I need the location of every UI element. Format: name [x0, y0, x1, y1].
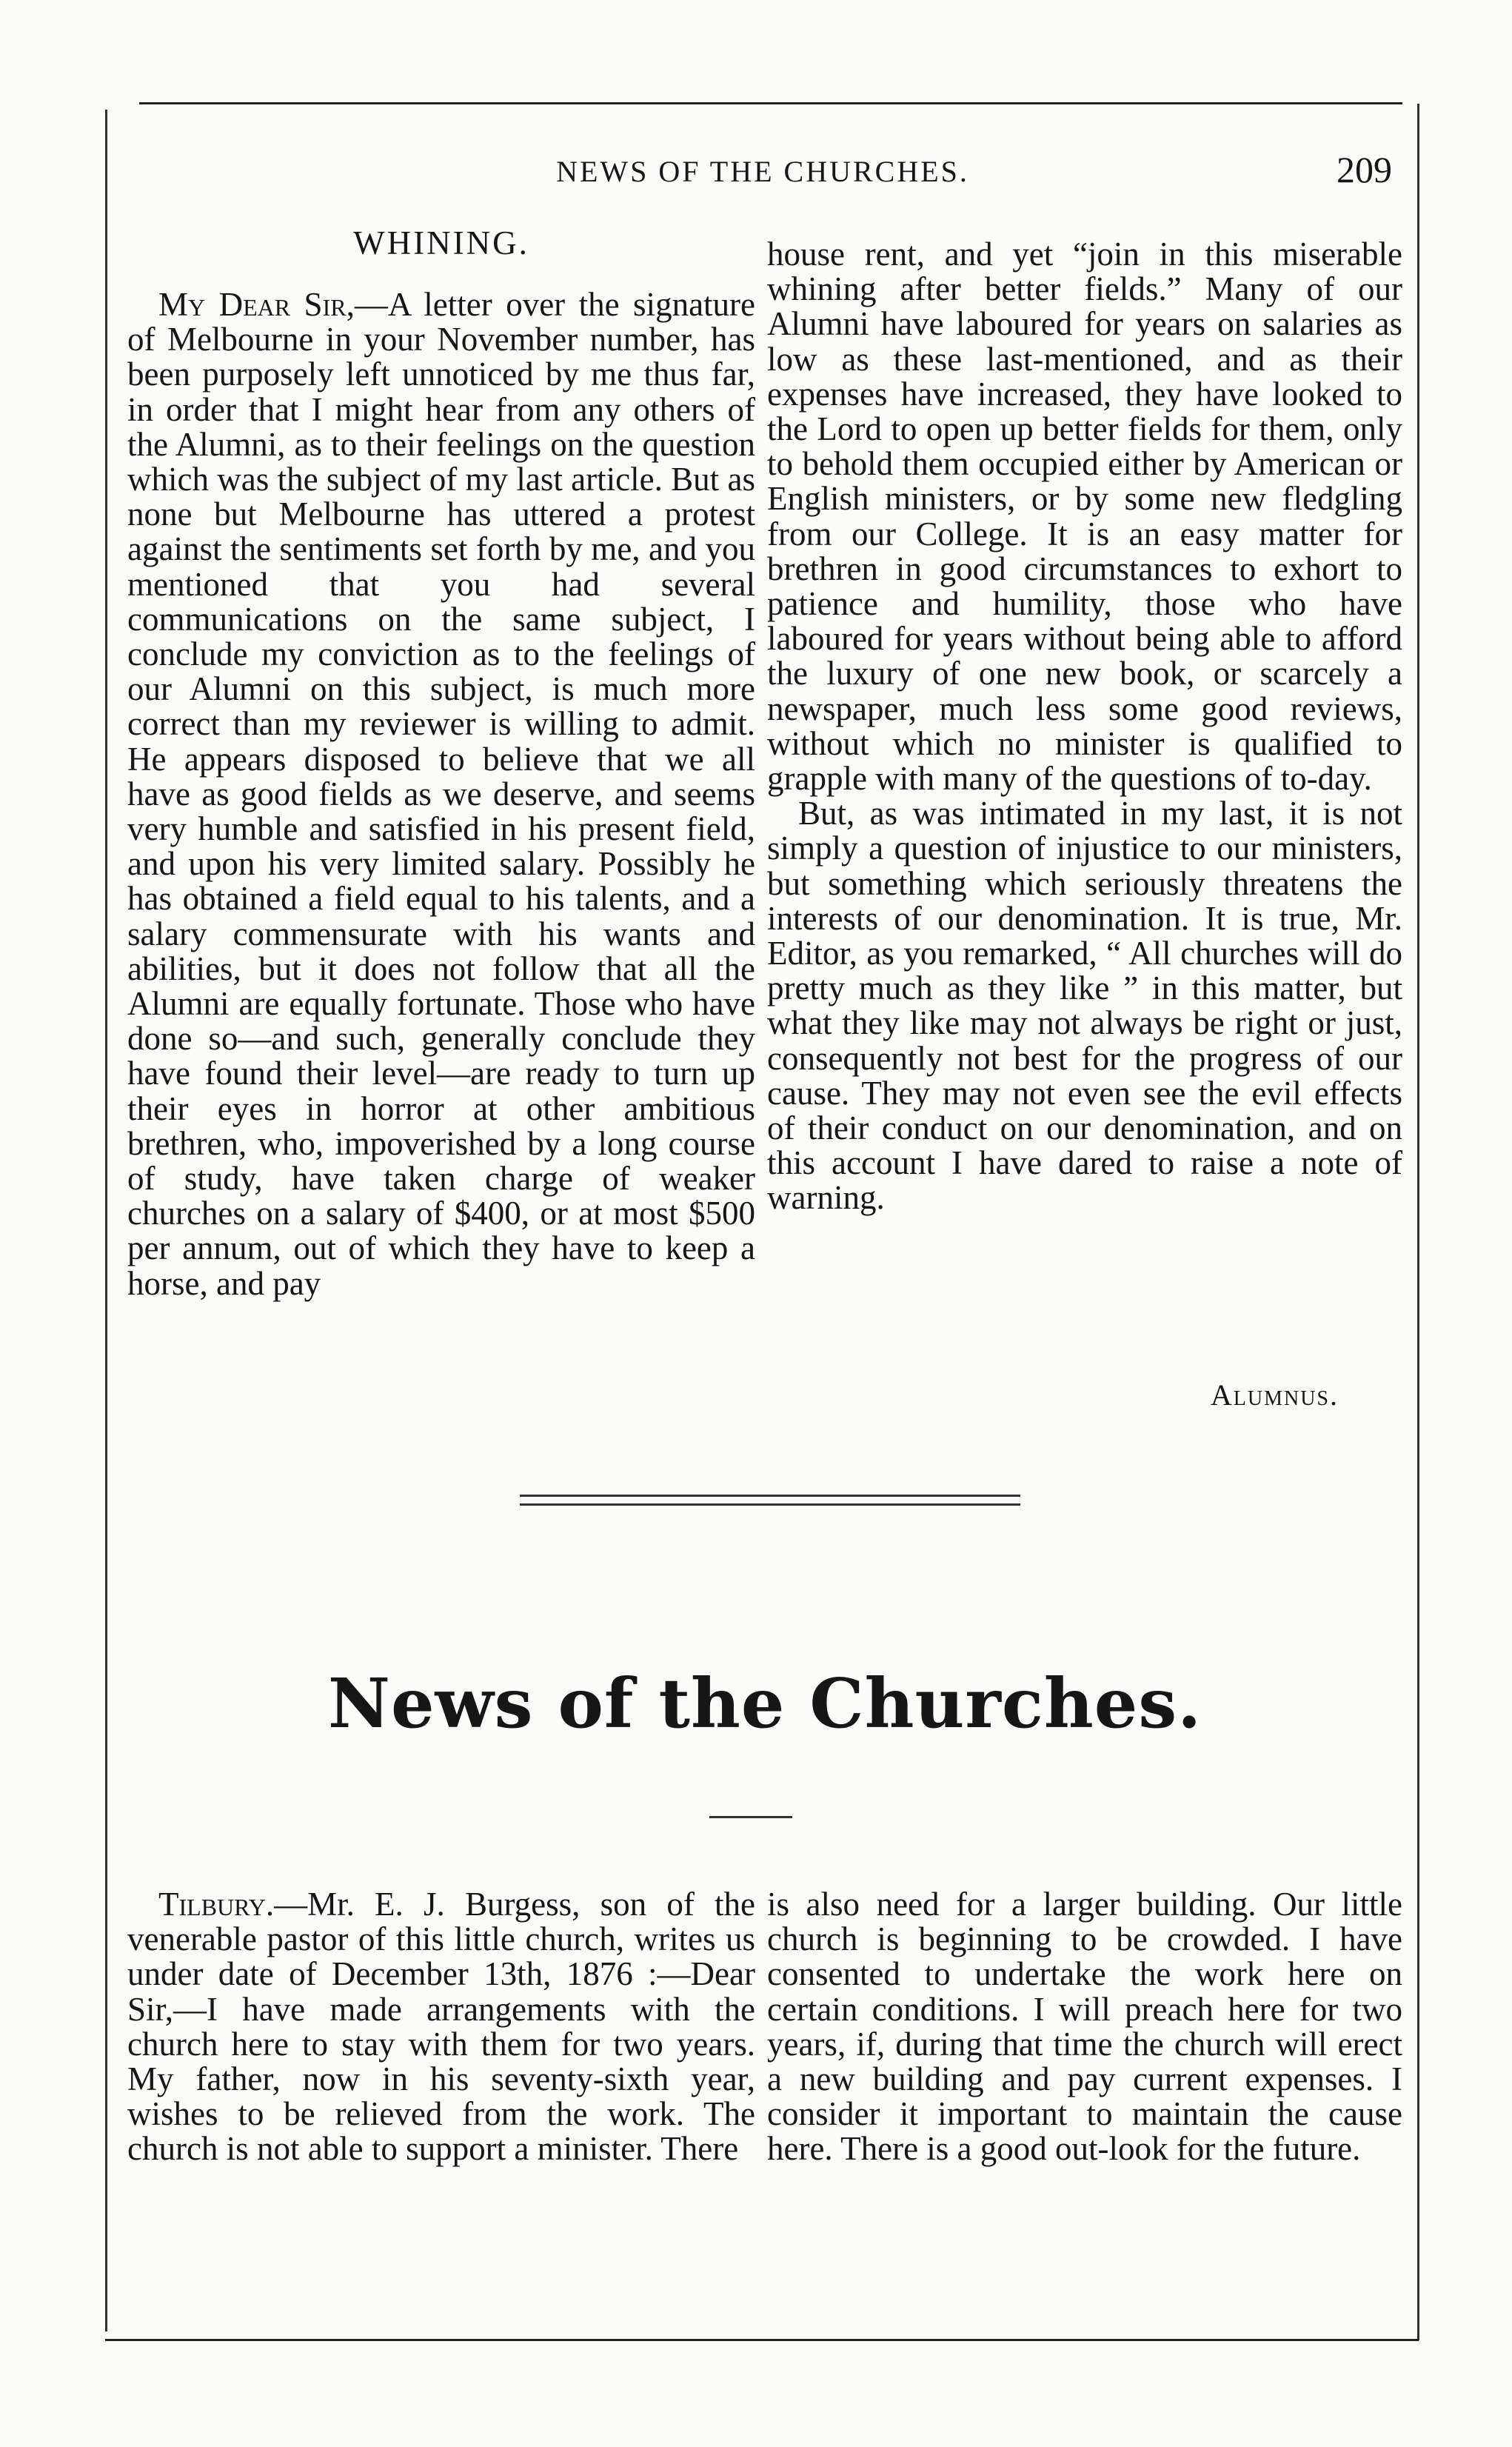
news-item-tilbury	[127, 1887, 755, 2167]
page-frame-left-rule	[105, 110, 107, 2331]
news-item-text: —Mr. E. J. Burgess, son of the venerable pastor of this little church, writes us under date of December 13th, 1876 :—Dear Sir,—I have made arrangements with the church here to stay with them for two years. My father, now in his seventy-sixth year, wishes to be relieved from the work. The church is not able to support a minister. There	[127, 1886, 755, 2168]
news-item-place: Tilbury.	[158, 1886, 275, 1923]
article-title: WHINING.	[353, 224, 529, 261]
section-heading: News of the Churches.	[327, 1663, 1202, 1743]
running-head	[118, 148, 1407, 193]
page-frame-top-rule	[139, 102, 1402, 104]
article-paragraph-continued: house rent, and yet “join in this miserable whining after better fields.” Many of our Alumni have laboured for years on salaries as low as these last-mentioned, and as their expenses have increased, they have looked to the Lord to open up better fields for them, only to behold them occupied either by American or English ministers, or by some new fledgling from our College. It is an easy matter for brethren in good circumstances to exhort to patience and humility, those who have laboured for years without being able to afford the luxury of one new book, or scarcely a newspaper, much less some good reviews, without which no minister is qualified to grapple with many of the questions of to-day.	[767, 236, 1402, 798]
article-right-column	[767, 237, 1402, 1216]
page-frame-right-rule	[1417, 104, 1419, 2340]
news-left-column	[127, 1887, 755, 2167]
page-frame-bottom-rule	[105, 2339, 1419, 2341]
news-item-continued: is also need for a larger building. Our little church is beginning to be crowded. I have consented to undertake the work here on certain conditions. I will preach here for two years, if, during that time the church will erect a new building and pay current expenses. I consider it important to maintain the cause here. There is a good out-look for the future.	[767, 1886, 1402, 2168]
section-heading-rule	[709, 1816, 792, 1818]
section-divider-rule-upper	[520, 1495, 1020, 1497]
article-signature: Alumnus.	[1210, 1378, 1339, 1412]
page-number: 209	[1337, 149, 1392, 190]
news-right-column	[767, 1887, 1402, 2167]
article-paragraph-2: But, as was intimated in my last, it is not simply a question of injustice to our ministers, but something which seriously threatens the interests of our denomination. It is true, Mr. Editor, as you remarked, “ All churches will do pretty much as they like ” in this matter, but what they like may not always be right or just, consequently not best for the progress of our cause. They may not even see the evil effects of their conduct on our denomination, and on this account I have dared to raise a note of warning.	[767, 795, 1402, 1217]
article-salutation: My Dear Sir,	[158, 286, 355, 323]
article-left-column	[127, 287, 755, 1301]
section-divider-rule-lower	[520, 1503, 1020, 1506]
article-paragraph-1	[127, 287, 755, 1301]
article-paragraph-1-text: —A letter over the signature of Melbourne in your November number, has been purposely left unnoticed by me thus far, in order that I might hear from any others of the Alumni, as to their feelings on the question which was the subject of my last article. But as none but Melbourne has uttered a protest against the sentiments set forth by me, and you mentioned that you had several communications on the same subject, I conclude my conviction as to the feelings of our Alumni on this subject, is much more correct than my reviewer is willing to admit. He appears disposed to believe that we all have as good fields as we deserve, and seems very humble and satisfied in his present field, and upon his very limited salary. Possibly he has obtained a field equal to his talents, and a salary commensurate with his wants and abilities, but it does not follow that all the Alumni are equally fortunate. Those who have done so—and such, generally conclude they have found their level—are ready to turn up their eyes in horror at other ambitious brethren, who, impoverished by a long course of study, have taken charge of weaker churches on a salary of $400, or at most $500 per annum, out of which they have to keep a horse, and pay	[127, 286, 755, 1302]
running-head-title: NEWS OF THE CHURCHES.	[556, 155, 969, 188]
